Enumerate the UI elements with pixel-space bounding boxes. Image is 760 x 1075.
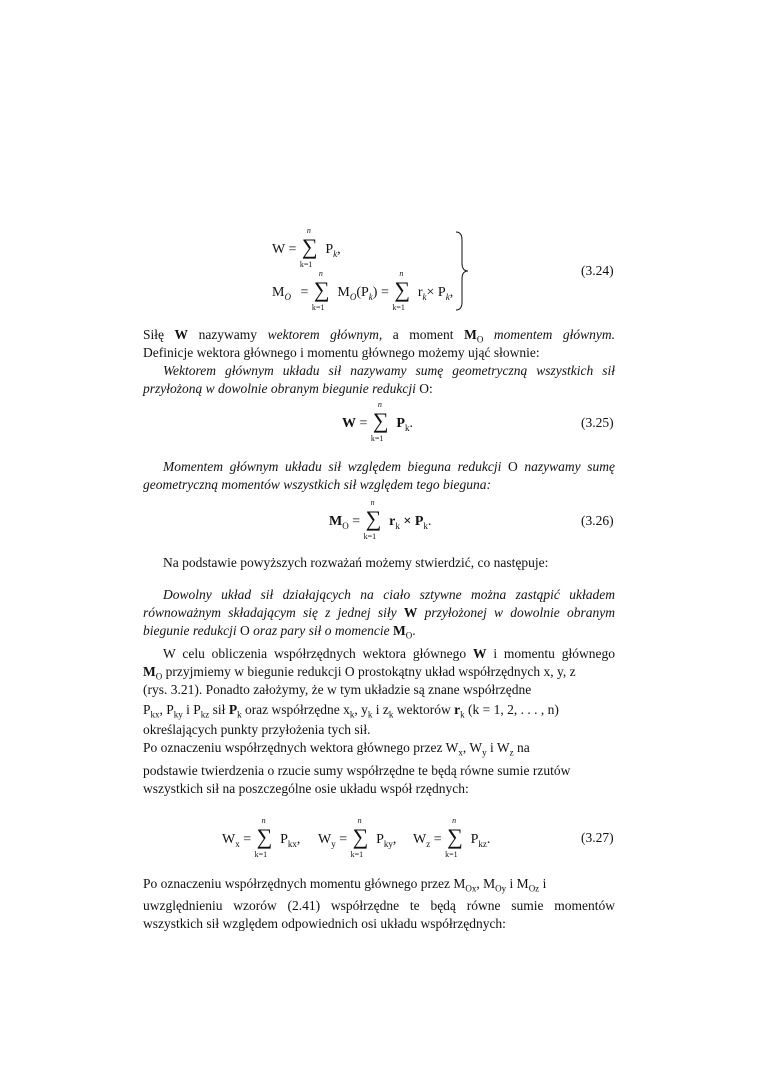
eq324-line1: W = ∑ n k=1 $P_k$, bbox=[272, 226, 341, 269]
right-brace-icon bbox=[454, 230, 470, 312]
paragraph-text: geometryczną momentów wszystkich sił względem tego bieguna: bbox=[143, 477, 491, 492]
paragraph-text: (rys. 3.21). Ponadto założymy, że w tym układzie są znane współrzędne bbox=[143, 682, 532, 697]
paragraph-text: Definicje wektora głównego i momentu głównego możemy ująć słownie: bbox=[143, 345, 540, 360]
paragraph-text: przyłożoną w dowolnie obranym biegunie redukcji O: bbox=[143, 381, 433, 396]
equation-number: (3.25) bbox=[581, 415, 614, 430]
paragraph-text: $M_O$ przyjmiemy w biegunie redukcji O prostokątny układ współrzędnych x, y, z bbox=[143, 664, 576, 682]
paragraph-text: podstawie twierdzenia o rzucie sumy współrzędne te będą równe sumie rzutów bbox=[143, 763, 571, 778]
paragraph-text: W celu obliczenia współrzędnych wektora głównego W i momentu głównego bbox=[163, 646, 615, 661]
paragraph-text: określających punkty przyłożenia tych sił. bbox=[143, 722, 371, 737]
paragraph-text: wszystkich sił na poszczególne osie układu współ rzędnych: bbox=[143, 781, 469, 796]
theorem-text: biegunie redukcji O oraz pary sił o momencie $M_O$. bbox=[143, 623, 416, 641]
paragraph-text: Po oznaczeniu współrzędnych wektora głównego przez $W_x$, $W_y$ i $W_z$ na bbox=[143, 740, 530, 758]
equation-number: (3.24) bbox=[581, 263, 614, 278]
equation-number: (3.27) bbox=[581, 830, 614, 845]
summation-icon: ∑ n k=1 bbox=[311, 269, 330, 312]
theorem-text: równoważnym składającym się z jednej siły W przyłożonej w dowolnie obranym bbox=[143, 605, 615, 620]
paragraph-text: uwzględnieniu wzorów (2.41) współrzędne te będą równe sumie momentów bbox=[143, 898, 615, 913]
equation-number: (3.26) bbox=[581, 513, 614, 528]
paragraph-text: wszystkich sił względem odpowiednich osi układu współrzędnych: bbox=[143, 916, 506, 931]
eq325-body: W = ∑ n k=1 $P_k$. bbox=[342, 400, 413, 443]
summation-icon: ∑ n k=1 bbox=[299, 226, 318, 269]
summation-icon: ∑ n k=1 bbox=[445, 816, 463, 859]
summation-icon: ∑ n k=1 bbox=[392, 269, 411, 312]
eq327-wx: $W_x$ = ∑ n k=1 $P_{kx}$, bbox=[222, 816, 301, 859]
summation-icon: ∑ n k=1 bbox=[370, 400, 389, 443]
eq327-wy: $W_y$ = ∑ n k=1 $P_{ky}$, bbox=[318, 816, 397, 859]
paragraph-main-vector-def: Siłę W nazywamy wektorem głównym, a moment $M_O$ momentem głównym. bbox=[143, 327, 615, 345]
eq327-wz: $W_z$ = ∑ n k=1 $P_{kz}$. bbox=[413, 816, 491, 859]
paragraph-text: Po oznaczeniu współrzędnych momentu głównego przez $M_{Ox}$, $M_{Oy}$ i $M_{Oz}$ i bbox=[143, 876, 547, 894]
paragraph-text: Na podstawie powyższych rozważań możemy stwierdzić, co następuje: bbox=[163, 555, 549, 570]
summation-icon: ∑ n k=1 bbox=[363, 498, 382, 541]
eq324-line2: $M_O$ = ∑ n k=1 $M_O(P_k)$ = ∑ n k=1 $r_k\times P_k$, bbox=[272, 269, 454, 312]
paragraph-text: $P_{kx}$, $P_{ky}$ i $P_{kz}$ sił $P_k$ oraz współrzędne $x_k$, $y_k$ i $z_k$ wektorów $r_k$ (k = 1, 2, . . . , n) bbox=[143, 702, 559, 720]
summation-icon: ∑ n k=1 bbox=[254, 816, 273, 859]
paragraph-definition-m: Momentem głównym układu sił względem bieguna redukcji O nazywamy sumę bbox=[163, 459, 615, 474]
eq326-body: $M_O$ = ∑ n k=1 $r_k \times P_k$. bbox=[329, 498, 432, 541]
paragraph-definition-w: Wektorem głównym układu sił nazywamy sumę geometryczną wszystkich sił bbox=[163, 363, 615, 378]
summation-icon: ∑ n k=1 bbox=[350, 816, 369, 859]
eq324-lhs1: W = bbox=[272, 242, 297, 258]
theorem-text: Dowolny układ sił działających na ciało sztywne można zastąpić układem bbox=[163, 587, 615, 602]
